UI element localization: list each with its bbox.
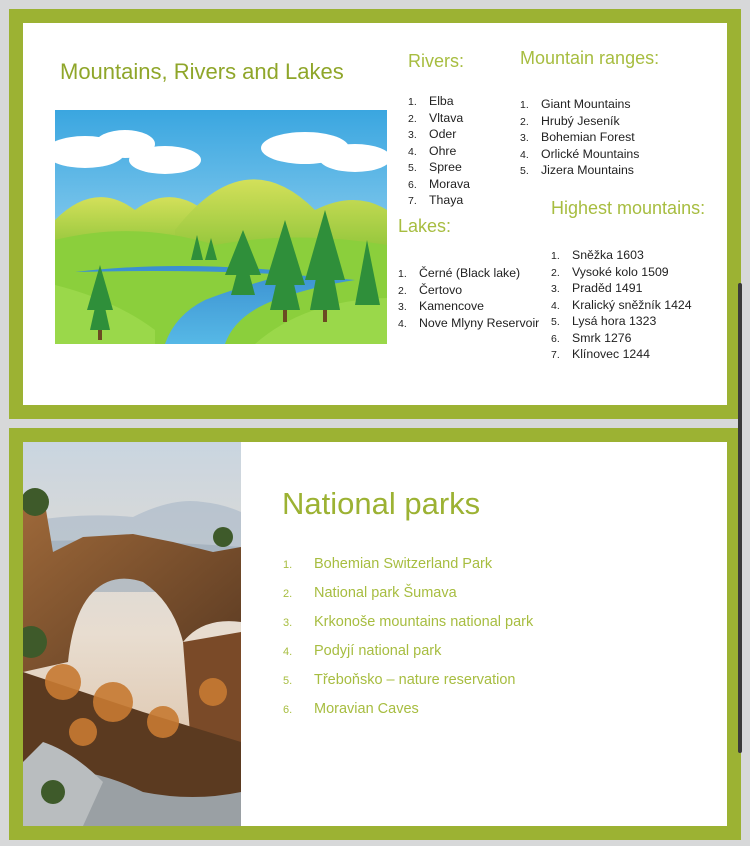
slide-1-content	[23, 23, 727, 405]
mountain-ranges-list	[520, 96, 639, 179]
list-item: 2. Vysoké kolo 1509	[551, 264, 669, 279]
list-item: 3. Krkonoše mountains national park	[283, 614, 534, 630]
highest-mountains-list	[551, 247, 692, 363]
list-item: 5. Lysá hora 1323	[551, 314, 657, 328]
list-item: 7. Thaya	[408, 193, 464, 207]
list-item: 4. Orlické Mountains	[520, 146, 640, 161]
rivers-list	[408, 93, 470, 209]
national-parks-list	[283, 550, 533, 724]
highest-mountains-heading: Highest mountains:	[551, 198, 706, 218]
list-item: 3. Kamencove	[398, 299, 484, 313]
national-parks-title: National parks	[282, 486, 481, 521]
landscape-illustration-icon	[55, 110, 387, 344]
slide-1-title: Mountains, Rivers and Lakes	[60, 59, 344, 84]
list-item: 1. Elba	[408, 94, 454, 108]
mountain-ranges-heading: Mountain ranges:	[520, 48, 660, 68]
slide-1	[9, 9, 741, 419]
list-item: 1. Sněžka 1603	[551, 248, 644, 262]
rock-arch-photo-icon	[23, 442, 241, 826]
list-item: 1. Giant Mountains	[520, 97, 631, 111]
list-item: 5. Třeboňsko – nature reservation	[283, 672, 516, 688]
list-item: 6. Morava	[408, 176, 471, 191]
list-item: 4. Ohre	[408, 143, 457, 158]
lakes-list	[398, 265, 539, 331]
list-item: 1. Bohemian Switzerland Park	[283, 556, 493, 572]
vertical-scrollbar[interactable]	[738, 283, 742, 753]
list-item: 1. Černé (Black lake)	[398, 266, 521, 280]
list-item: 7. Klínovec 1244	[551, 347, 650, 361]
list-item: 4. Podyjí national park	[283, 643, 442, 659]
list-item: 4. Nove Mlyny Reservoir	[398, 315, 540, 330]
rivers-heading: Rivers:	[408, 51, 465, 71]
list-item: 4. Kralický sněžník 1424	[551, 297, 692, 312]
slide-2	[9, 428, 741, 840]
slide-2-content	[23, 442, 727, 826]
list-item: 5. Spree	[408, 160, 462, 174]
list-item: 2. Čertovo	[398, 282, 463, 297]
list-item: 6. Moravian Caves	[283, 701, 419, 717]
lakes-heading: Lakes:	[398, 216, 452, 236]
list-item: 2. Vltava	[408, 110, 464, 125]
list-item: 3. Oder	[408, 127, 457, 141]
list-item: 3. Bohemian Forest	[520, 130, 635, 144]
list-item: 3. Praděd 1491	[551, 281, 643, 295]
list-item: 2. Hrubý Jeseník	[520, 113, 620, 128]
list-item: 2. National park Šumava	[283, 585, 457, 601]
list-item: 5. Jizera Mountains	[520, 163, 634, 177]
list-item: 6. Smrk 1276	[551, 330, 632, 345]
